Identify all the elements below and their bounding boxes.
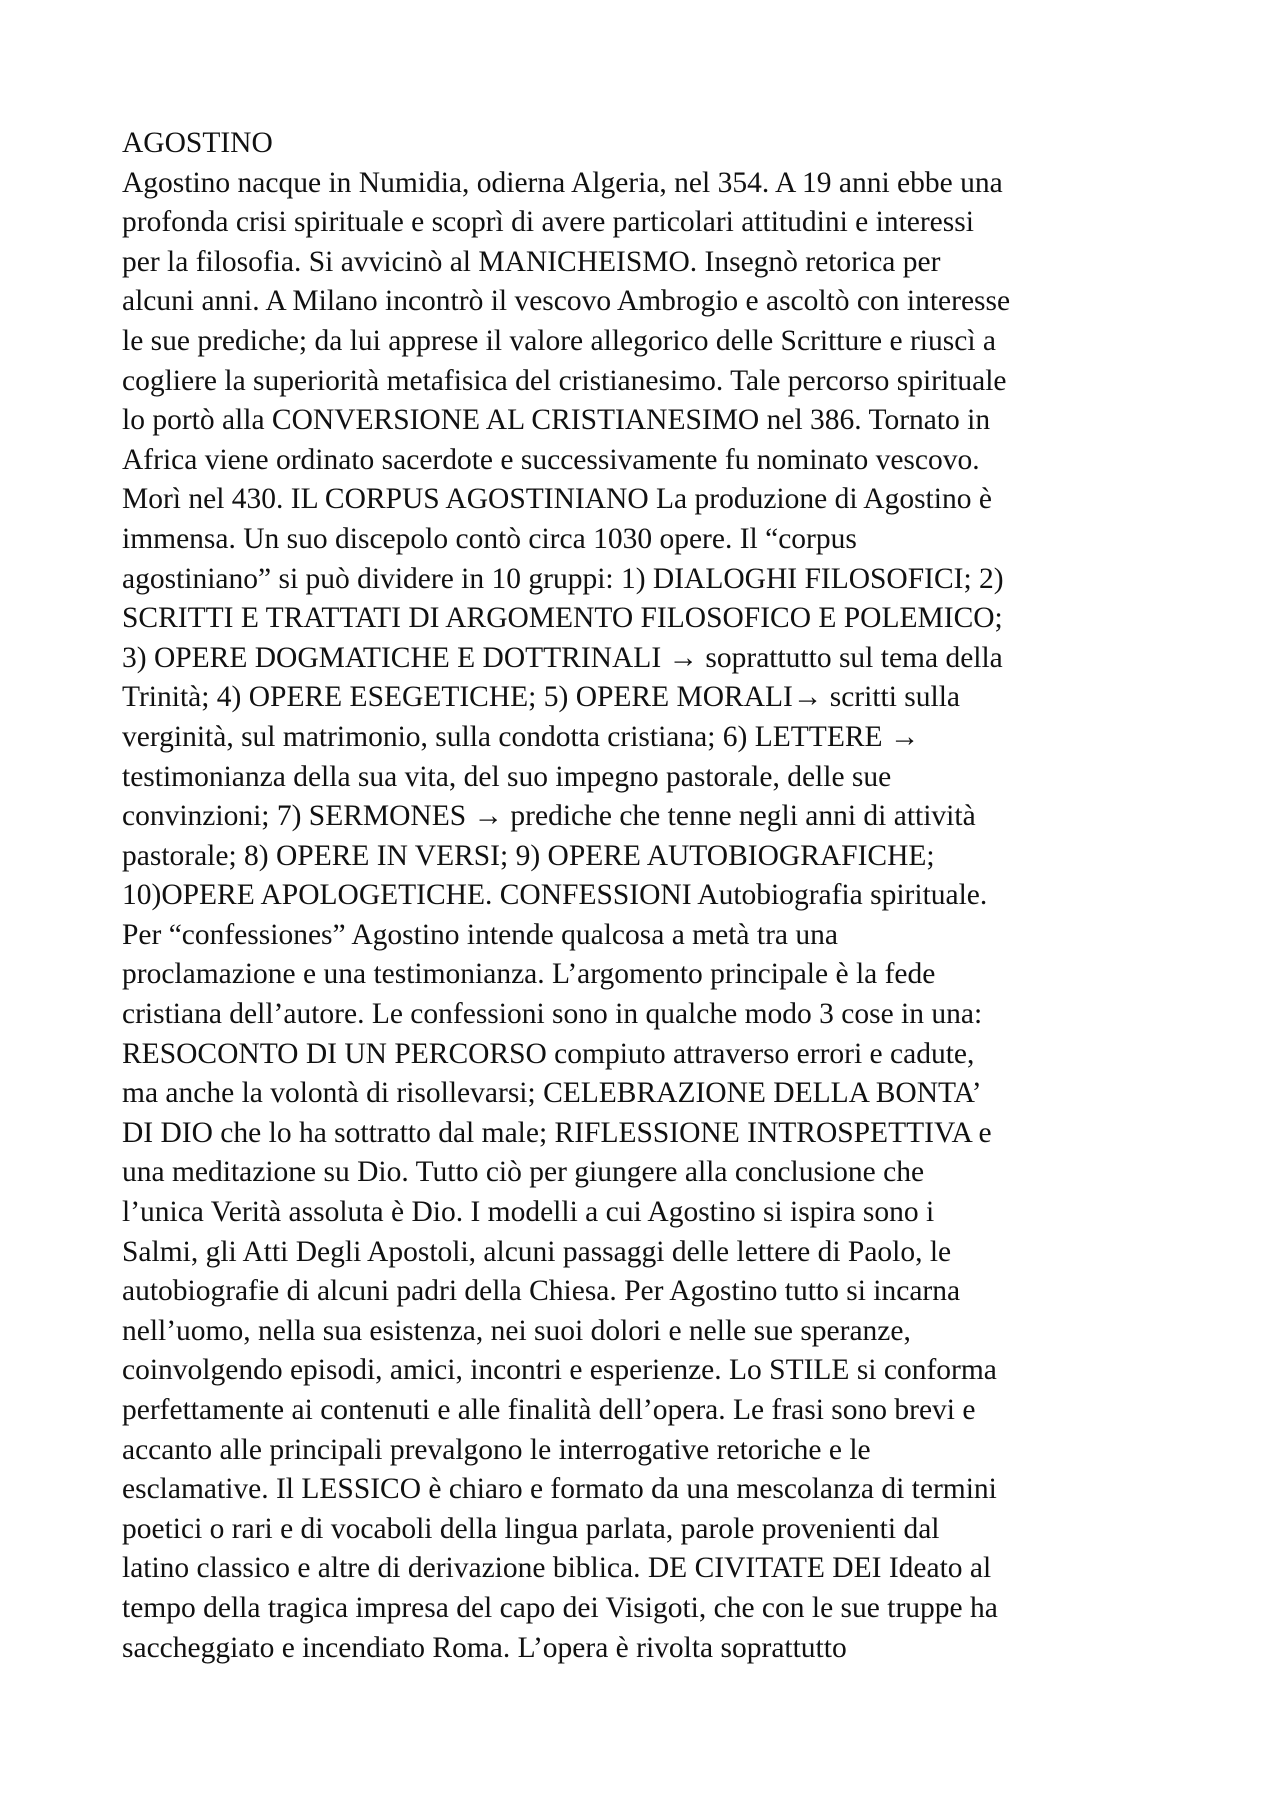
text-line: Trinità; 4) OPERE ESEGETICHE; 5) OPERE MORALI→ scritti sulla bbox=[122, 681, 960, 714]
text-line: per la filosofia. Si avvicinò al MANICHEISMO. Insegnò retorica per bbox=[122, 245, 941, 278]
text-line: una meditazione su Dio. Tutto ciò per giungere alla conclusione che bbox=[122, 1156, 925, 1189]
text-line: Salmi, gli Atti Degli Apostoli, alcuni passaggi delle lettere di Paolo, le bbox=[122, 1235, 952, 1268]
text-line: verginità, sul matrimonio, sulla condotta cristiana; 6) LETTERE → bbox=[122, 720, 920, 753]
text-line: testimonianza della sua vita, del suo impegno pastorale, delle sue bbox=[122, 760, 892, 793]
text-line: cogliere la superiorità metafisica del cristianesimo. Tale percorso spirituale bbox=[122, 364, 1007, 397]
text-line: pastorale; 8) OPERE IN VERSI; 9) OPERE AUTOBIOGRAFICHE; bbox=[122, 839, 935, 872]
text-line: Per “confessiones” Agostino intende qualcosa a metà tra una bbox=[122, 918, 838, 951]
text-line: latino classico e altre di derivazione biblica. DE CIVITATE DEI Ideato al bbox=[122, 1552, 992, 1585]
text-line: SCRITTI E TRATTATI DI ARGOMENTO FILOSOFICO E POLEMICO; bbox=[122, 602, 1003, 635]
text-line: Agostino nacque in Numidia, odierna Algeria, nel 354. A 19 anni ebbe una bbox=[122, 166, 1003, 199]
text-line: agostiniano” si può dividere in 10 gruppi: 1) DIALOGHI FILOSOFICI; 2) bbox=[122, 562, 1004, 595]
text-line: ma anche la volontà di risollevarsi; CELEBRAZIONE DELLA BONTA’ bbox=[122, 1077, 982, 1110]
text-line: nell’uomo, nella sua esistenza, nei suoi dolori e nelle sue speranze, bbox=[122, 1314, 911, 1347]
text-line: tempo della tragica impresa del capo dei Visigoti, che con le sue truppe ha bbox=[122, 1591, 998, 1624]
text-line: saccheggiato e incendiato Roma. L’opera è rivolta soprattutto bbox=[122, 1631, 847, 1664]
text-line: perfettamente ai contenuti e alle finalità dell’opera. Le frasi sono brevi e bbox=[122, 1394, 976, 1426]
text-line: l’unica Verità assoluta è Dio. I modelli a cui Agostino si ispira sono i bbox=[122, 1196, 935, 1229]
text-line: le sue prediche; da lui apprese il valore allegorico delle Scritture e riuscì a bbox=[122, 324, 996, 357]
text-line: poetici o rari e di vocaboli della lingua parlata, parole provenienti dal bbox=[122, 1512, 940, 1545]
text-line: proclamazione e una testimonianza. L’argomento principale è la fede bbox=[122, 958, 936, 991]
text-line: profonda crisi spirituale e scoprì di avere particolari attitudini e interessi bbox=[122, 206, 974, 239]
text-line: immensa. Un suo discepolo contò circa 1030 opere. Il “corpus bbox=[122, 522, 857, 555]
text-line: esclamative. Il LESSICO è chiaro e formato da una mescolanza di termini bbox=[122, 1473, 997, 1506]
document-title: AGOSTINO bbox=[122, 127, 273, 159]
text-line: 10)OPERE APOLOGETICHE. CONFESSIONI Autobiografia spirituale. bbox=[122, 879, 988, 912]
text-line: alcuni anni. A Milano incontrò il vescovo Ambrogio e ascoltò con interesse bbox=[122, 285, 1011, 318]
document-body bbox=[122, 124, 1182, 1668]
text-line: Africa viene ordinato sacerdote e successivamente fu nominato vescovo. bbox=[122, 443, 980, 476]
text-line: 3) OPERE DOGMATICHE E DOTTRINALI → soprattutto sul tema della bbox=[122, 641, 1003, 674]
text-line: accanto alle principali prevalgono le interrogative retoriche e le bbox=[122, 1433, 871, 1466]
text-line: RESOCONTO DI UN PERCORSO compiuto attraverso errori e cadute, bbox=[122, 1037, 975, 1070]
text-line: convinzioni; 7) SERMONES → prediche che tenne negli anni di attività bbox=[122, 800, 976, 833]
text-line: lo portò alla CONVERSIONE AL CRISTIANESIMO nel 386. Tornato in bbox=[122, 404, 991, 437]
text-line: cristiana dell’autore. Le confessioni sono in qualche modo 3 cose in una: bbox=[122, 998, 983, 1031]
text-line: Morì nel 430. IL CORPUS AGOSTINIANO La produzione di Agostino è bbox=[122, 483, 992, 516]
text-line: coinvolgendo episodi, amici, incontri e esperienze. Lo STILE si conforma bbox=[122, 1354, 997, 1387]
text-line: autobiografie di alcuni padri della Chiesa. Per Agostino tutto si incarna bbox=[122, 1275, 961, 1308]
text-line: DI DIO che lo ha sottratto dal male; RIFLESSIONE INTROSPETTIVA e bbox=[122, 1116, 992, 1149]
